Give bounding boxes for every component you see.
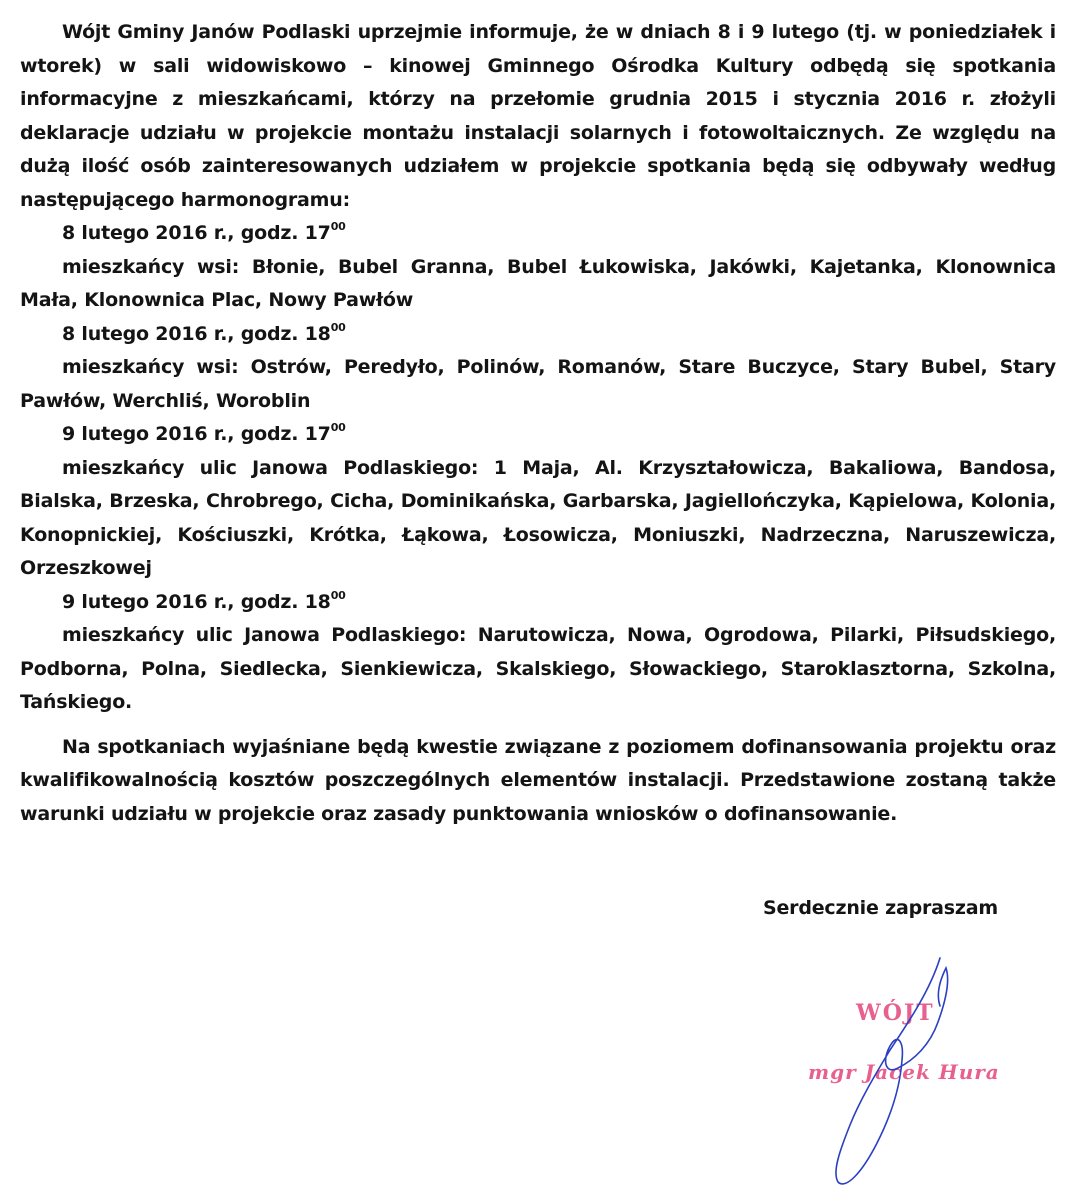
stamp-title: WÓJT bbox=[856, 1000, 935, 1026]
schedule-date-2: 8 lutego 2016 r., godz. $18^{00}$ bbox=[62, 320, 346, 345]
intro-paragraph: Wójt Gminy Janów Podlaski uprzejmie informuje, że w dniach 8 i 9 lutego (tj. w poniedziałek i wtorek) w sali widowiskowo – kinowej Gminnego Ośrodka Kultury odbędą się spotkania informacyjne z mieszkańcami, którzy na przełomie grudnia 2015 i stycznia 2016 r. złożyli deklaracje udziału w projekcie montażu instalacji solarnych i fotowoltaicznych. Ze względu na dużą ilość osób zainteresowanych udziałem w projekcie spotkania będą się odbywały według następującego harmonogramu: bbox=[20, 21, 1056, 211]
schedule-residents-1: mieszkańcy wsi: Błonie, Bubel Granna, Bubel Łukowiska, Jakówki, Kajetanka, Klonownica Mała, Klonownica Plac, Nowy Pawłów bbox=[20, 255, 1056, 311]
schedule-residents-3: mieszkańcy ulic Janowa Podlaskiego: 1 Maja, Al. Krzyształowicza, Bakaliowa, Bandosa, Bialska, Brzeska, Chrobrego, Cicha, Dominikańska, Garbarska, Jagiellończyka, Kąpielowa, Kolonia, Konopnickiej, Kościuszki, Krótka, Łąkowa, Łosowicza, Moniuszki, Nadrzeczna, Naruszewicza, Orzeszkowej bbox=[20, 456, 1056, 579]
schedule-date-1: 8 lutego 2016 r., godz. $17^{00}$ bbox=[62, 220, 346, 244]
stamp-name: mgr Jacek Hura bbox=[808, 1060, 1000, 1084]
schedule-residents-4: mieszkańcy ulic Janowa Podlaskiego: Narutowicza, Nowa, Ogrodowa, Pilarki, Piłsudskiego, Podborna, Polna, Siedlecka, Sienkiewicza, Skalskiego, Słowackiego, Staroklasztorna, Szkolna, Tańskiego. bbox=[20, 624, 1056, 713]
schedule-date-3: 9 lutego 2016 r., godz. $17^{00}$ bbox=[62, 421, 346, 445]
invitation-text: Serdecznie zapraszam bbox=[763, 897, 998, 919]
schedule-residents-2: mieszkańcy wsi: Ostrów, Peredyło, Polinów, Romanów, Stare Buczyce, Stary Bubel, Stary Pawłów, Werchliś, Woroblin bbox=[20, 356, 1056, 412]
schedule-date-4: 9 lutego 2016 r., godz. $18^{00}$ bbox=[62, 588, 346, 613]
document-body bbox=[20, 16, 1056, 831]
handwritten-signature bbox=[790, 950, 980, 1190]
closing-paragraph: Na spotkaniach wyjaśniane będą kwestie związane z poziomem dofinansowania projektu oraz kwalifikowalnością kosztów poszczególnych elementów instalacji. Przedstawione zostaną także warunki udziału w projekcie oraz zasady punktowania wniosków o dofinansowanie. bbox=[20, 735, 1056, 825]
